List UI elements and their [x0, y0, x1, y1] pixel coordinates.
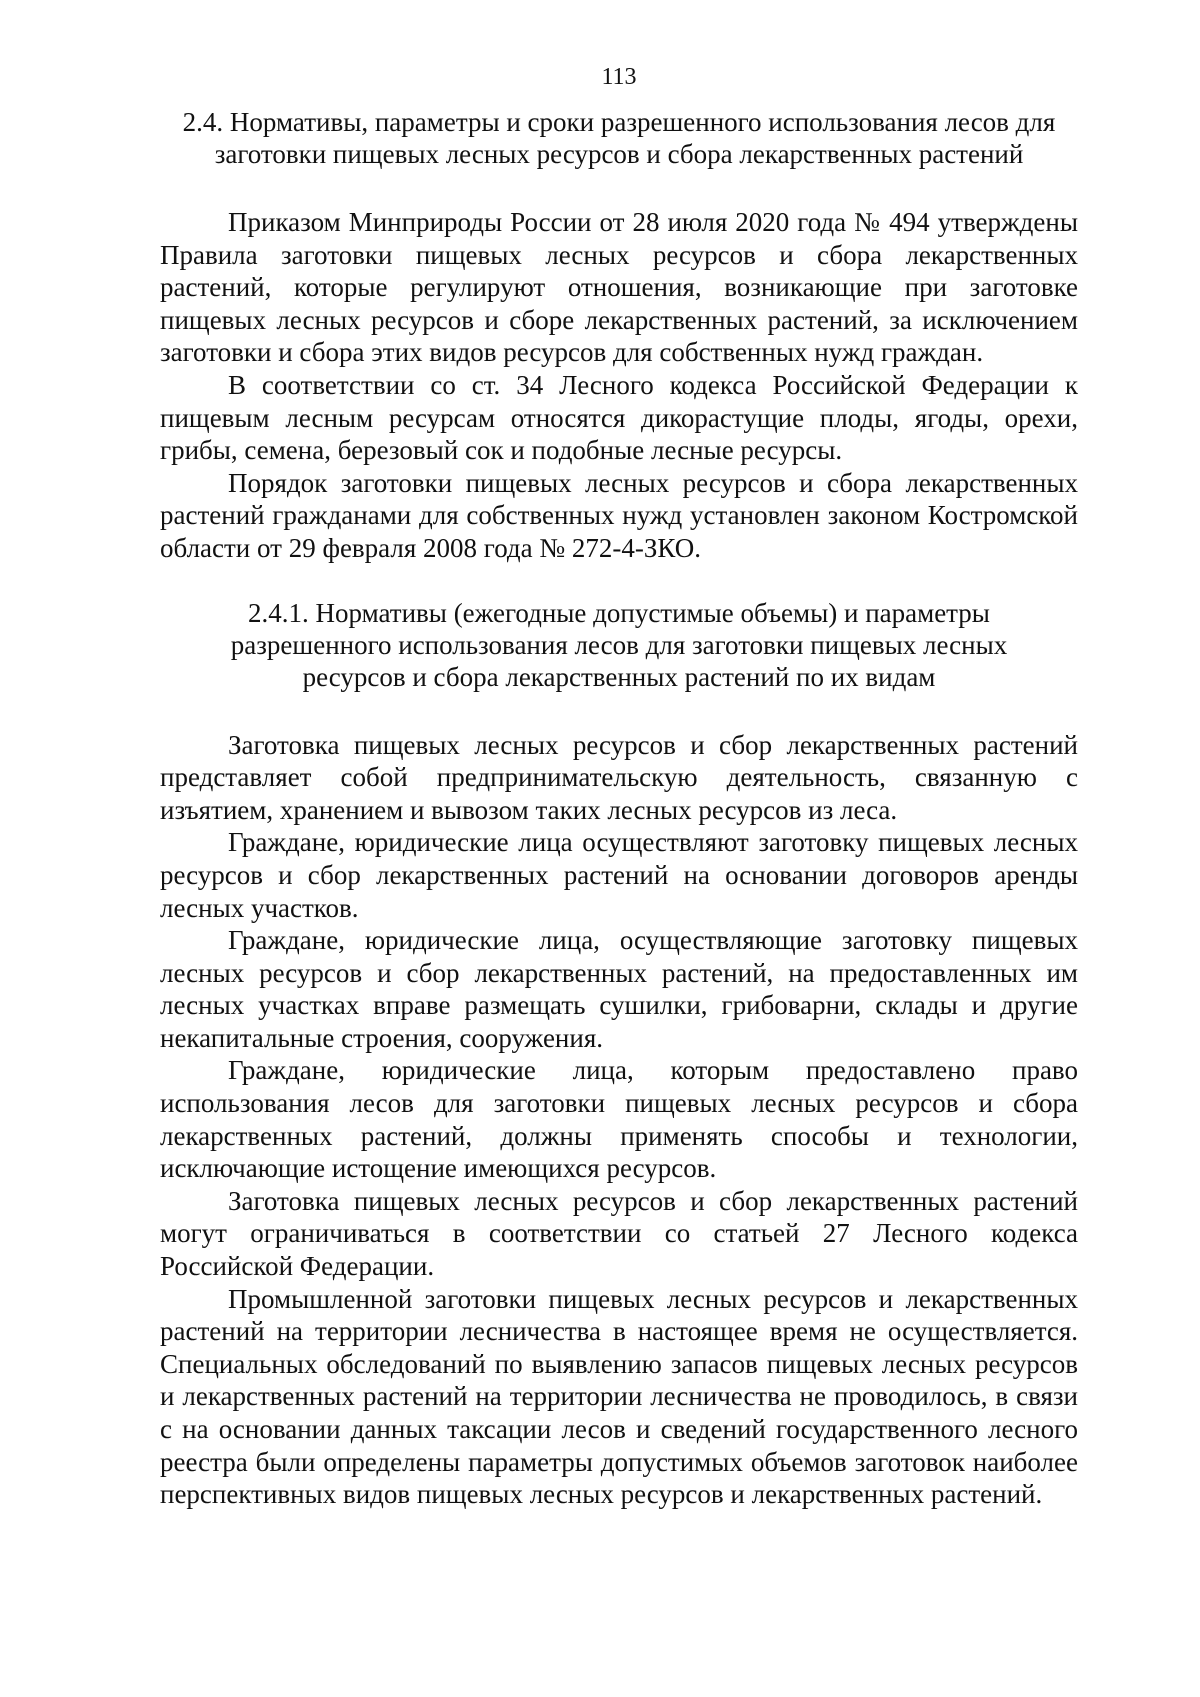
paragraph: Заготовка пищевых лесных ресурсов и сбор лекарственных растений могут ограничиваться в соответствии со статьей 27 Лесного кодекса Российской Федерации.: [160, 1185, 1078, 1282]
paragraph: Промышленной заготовки пищевых лесных ресурсов и лекарственных растений на территории лесничества в настоящее время не осуществляется. Специальных обследований по выявлению запасов пищевых лесных ресурсов и лекарственных растений на территории лесничества не проводилось, в связи с на основании данных таксации лесов и сведений государственного лесного реестра были определены параметры допустимых объемов заготовок наиболее перспективных видов пищевых лесных ресурсов и лекарственных растений.: [160, 1283, 1078, 1510]
paragraph: В соответствии со ст. 34 Лесного кодекса Российской Федерации к пищевым лесным ресурсам относятся дикорастущие плоды, ягоды, орехи, грибы, семена, березовый сок и подобные лесные ресурсы.: [160, 369, 1078, 466]
section-heading-2-4-1: 2.4.1. Нормативы (ежегодные допустимые объемы) и параметры разрешенного использования лесов для заготовки пищевых лесных ресурсов и сбора лекарственных растений по их видам: [230, 597, 1008, 692]
paragraph: Порядок заготовки пищевых лесных ресурсов и сбора лекарственных растений гражданами для собственных нужд установлен законом Костромской области от 29 февраля 2008 года № 272-4-ЗКО.: [160, 467, 1078, 563]
document-page: [160, 62, 1078, 1511]
paragraph: Граждане, юридические лица осуществляют заготовку пищевых лесных ресурсов и сбор лекарственных растений на основании договоров аренды лесных участков.: [160, 827, 1078, 923]
spacer: [160, 565, 1078, 597]
section-2-4-1-body: [160, 729, 1078, 1511]
spacer: [160, 693, 1078, 729]
section-2-4-body: [160, 206, 1078, 565]
paragraph: Заготовка пищевых лесных ресурсов и сбор лекарственных растений представляет собой предпринимательскую деятельность, связанную с изъятием, хранением и вывозом таких лесных ресурсов из леса.: [160, 729, 1078, 825]
spacer: [160, 170, 1078, 206]
section-heading-2-4: 2.4. Нормативы, параметры и сроки разрешенного использования лесов для заготовки пищевых лесных ресурсов и сбора лекарственных растений: [182, 107, 1056, 169]
page-number: 113: [601, 64, 637, 90]
paragraph: Приказом Минприроды России от 28 июля 2020 года № 494 утверждены Правила заготовки пищевых лесных ресурсов и сбора лекарственных растений, которые регулируют отношения, возникающие при заготовке пищевых лесных ресурсов и сборе лекарственных растений, за исключением заготовки и сбора этих видов ресурсов для собственных нужд граждан.: [160, 207, 1078, 368]
paragraph: Граждане, юридические лица, осуществляющие заготовку пищевых лесных ресурсов и сбор лекарственных растений, на предоставленных им лесных участках вправе размещать сушилки, грибоварни, склады и другие некапитальные строения, сооружения.: [160, 925, 1078, 1053]
paragraph: Граждане, юридические лица, которым предоставлено право использования лесов для заготовки пищевых лесных ресурсов и сбора лекарственных растений, должны применять способы и технологии, исключающие истощение имеющихся ресурсов.: [160, 1055, 1078, 1184]
